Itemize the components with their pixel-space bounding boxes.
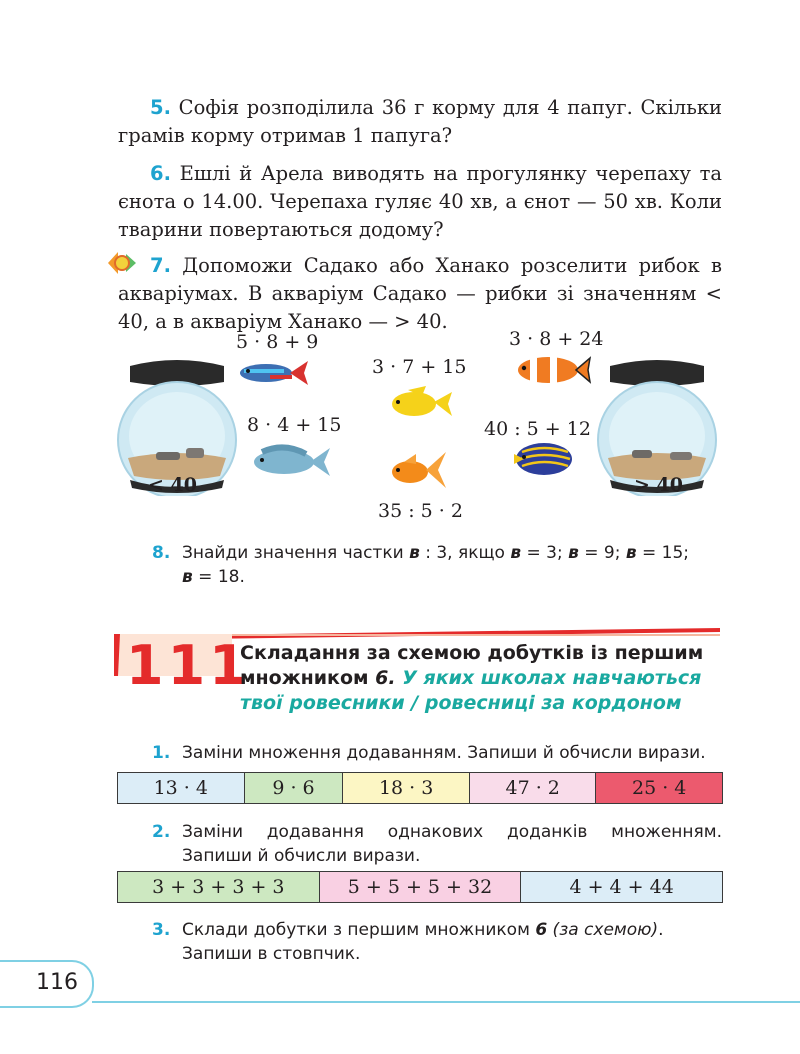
fish-expression-3: 3 · 7 + 15 [372,356,467,378]
task-8-case-1: = 3; [521,543,569,563]
task-number: 3. [152,920,171,940]
aquarium-label-left: < 40 [148,474,197,496]
task-text: Заміни множення додаванням. Запиши й обчисли вирази. [182,743,706,763]
fish-expression-5: 3 · 8 + 24 [509,328,604,350]
task-3-bold: 6 [535,920,548,940]
task-number: 7. [150,254,171,277]
expression-cell: 5 + 5 + 5 + 32 [319,872,521,903]
goldfish-icon [386,448,448,492]
variable-v: в [568,543,579,563]
variable-v: в [409,543,420,563]
task-7 [118,252,722,336]
fish-expression-6: 40 : 5 + 12 [484,418,591,440]
task-8-case-3: = 15; [636,543,690,563]
fish-expression-4: 35 : 5 · 2 [378,500,463,522]
task-number: 6. [150,162,171,185]
yellow-fish-icon [388,384,454,420]
task-3-suffix: . Запиши в стовпчик. [182,920,664,964]
task-8-case-4: = 18. [192,567,245,587]
task-8-mid: : 3, якщо [419,543,511,563]
expression-cell: 18 · 3 [343,773,470,804]
expression-cell: 4 + 4 + 44 [521,872,723,903]
angelfish-icon [510,440,576,478]
task-number: 1. [152,743,171,763]
page-number: 116 [36,970,78,995]
task-number: 5. [150,96,171,119]
blue-fish-icon [250,442,332,480]
task-6 [118,160,722,244]
multiplication-table [117,772,723,804]
task-text: Допоможи Садако або Ханако розселити рибок в акваріумах. В акваріум Садако — рибки зі значенням < 40, а в акваріум Ханако — > 40. [118,254,722,333]
task-text: Заміни додавання однакових доданків множенням. Запиши й обчисли вирази. [182,822,722,866]
task-number: 2. [152,822,171,842]
lesson-subtitle: У яких школах навчаються твої ровесники / ровесниці за кордоном [240,667,702,714]
expression-cell: 47 · 2 [469,773,596,804]
task-8 [152,541,722,589]
addition-table [117,871,723,903]
task-text: Ешлі й Арела виводять на прогулянку черепаху та єнота о 14.00. Черепаха гуляє 40 хв, а єнот — 50 хв. Коли тварини повертаються додому? [118,162,722,241]
task-1 [152,741,752,765]
expression-cell: 9 · 6 [244,773,343,804]
clownfish-icon [514,352,592,388]
task-3-prefix: Склади добутки з першим множником [182,920,536,940]
page-number-tab [0,960,94,1008]
task-2 [152,820,722,868]
fish-expression-2: 8 · 4 + 15 [247,414,342,436]
variable-v: в [182,567,193,587]
task-8-prefix: Знайди значення частки [182,543,410,563]
task-3-italic: (за схемою) [547,920,659,940]
lesson-number: 111 [126,634,251,697]
expression-cell: 25 · 4 [596,773,723,804]
task-8-case-2: = 9; [578,543,626,563]
lesson-title-number: 6. [375,667,396,689]
variable-v: в [510,543,522,563]
expression-cell: 3 + 3 + 3 + 3 [118,872,320,903]
task-number: 8. [152,543,171,563]
variable-v: в [625,543,637,563]
aquarium-label-right: > 40 [634,474,683,496]
lesson-title-text: Складання за схемою добутків із першим множником [240,642,704,689]
neon-fish-icon [236,357,310,389]
task-3 [152,918,722,966]
lesson-title [240,641,724,716]
expression-cell: 13 · 4 [118,773,245,804]
fish-expression-1: 5 · 8 + 9 [236,331,319,353]
footer-line [92,1001,800,1003]
task-text: Софія розподілила 36 г корму для 4 папуг. Скільки грамів корму отримав 1 папуга? [118,96,722,147]
task-5 [118,94,722,150]
